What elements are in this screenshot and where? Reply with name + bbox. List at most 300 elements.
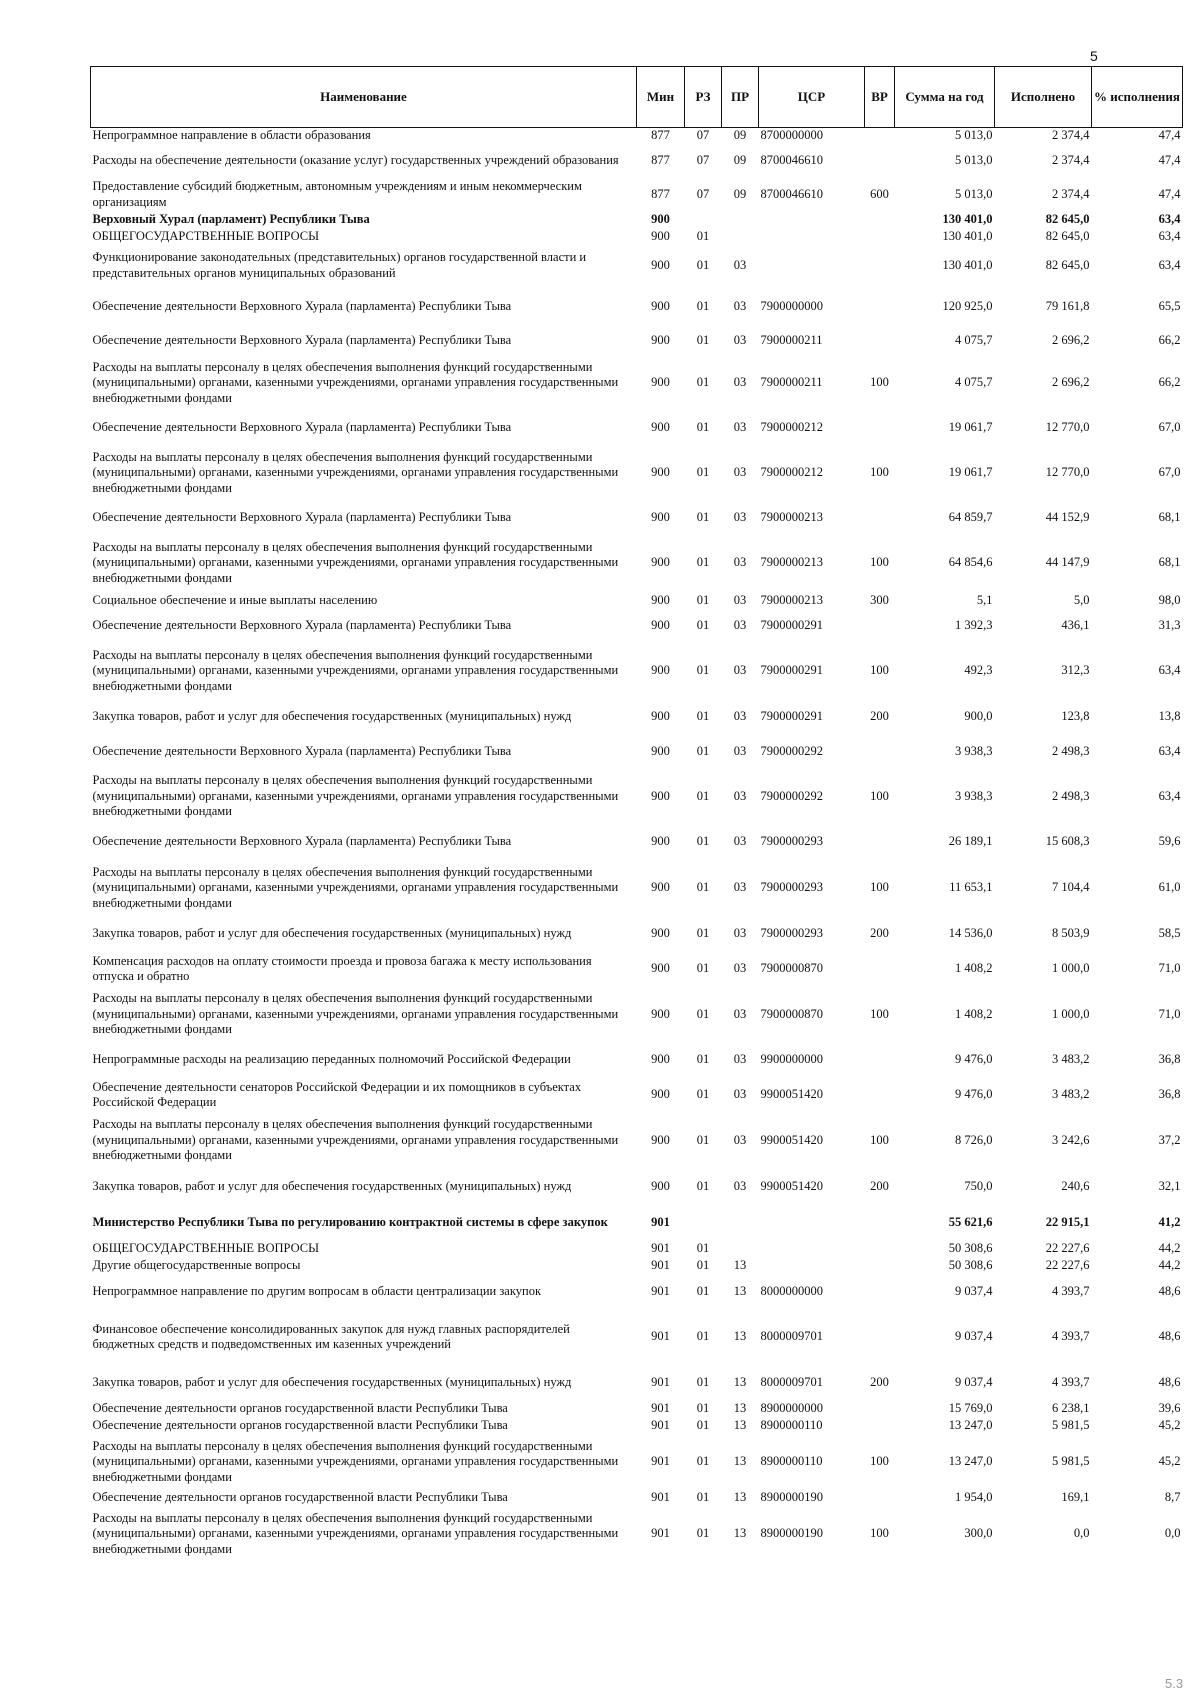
cell-pr: 03 [733,834,747,849]
cell-pct: 63,4 [1158,229,1181,244]
header-csr: ЦСР [759,67,865,128]
cell-rz: 01 [696,1132,710,1147]
cell-rz: 01 [696,743,710,758]
table-row [91,1418,1183,1435]
cell-min: 900 [651,1006,670,1021]
cell-csr: 7900000213 [760,510,823,525]
cell-sum: 64 859,7 [948,510,993,525]
cell-csr: 8000000000 [760,1284,823,1299]
cell-sum: 8 726,0 [955,1132,993,1147]
cell-min: 901 [651,1329,670,1344]
cell-rz: 01 [696,555,710,570]
cell-sum: 26 189,1 [948,834,993,849]
cell-csr: 8900000110 [760,1454,823,1469]
cell-name: Функционирование законодательных (представительных) органов государственной власти и представительных органов муниципальных образований [92,250,587,280]
table-row [91,355,1183,412]
cell-name: Обеспечение деятельности органов государственной власти Республики Тыва [92,1401,508,1416]
cell-rz: 01 [696,834,710,849]
cell-name: Закупка товаров, работ и услуг для обеспечения государственных (муниципальных) нужд [92,926,572,941]
cell-min: 900 [651,555,670,570]
cell-csr: 8900000110 [760,1418,823,1433]
table-row [91,1113,1183,1169]
cell-name: ОБЩЕГОСУДАРСТВЕННЫЕ ВОПРОСЫ [92,1241,320,1256]
cell-csr: 7900000293 [760,880,823,895]
cell-sum: 5 013,0 [955,186,993,201]
table-row [91,1365,1183,1401]
cell-pct: 47,4 [1158,128,1181,142]
cell-done: 312,3 [1061,663,1090,678]
cell-done: 2 374,4 [1052,186,1090,201]
table-row [91,1435,1183,1490]
cell-vr: 100 [870,1454,889,1469]
cell-csr: 9900051420 [760,1087,823,1102]
table-row [91,1043,1183,1078]
cell-pr: 09 [733,128,747,142]
cell-rz: 01 [696,1374,710,1389]
cell-pr: 13 [733,1418,747,1433]
cell-name: Расходы на выплаты персоналу в целях обеспечения выполнения функций государственными (муниципальными) органами, казенными учреждениями, органами управления государственными внебюджетными фондами [92,773,619,819]
cell-pct: 66,2 [1158,375,1181,390]
table-row [91,592,1183,610]
cell-rz: 01 [696,1178,710,1193]
cell-min: 877 [651,186,670,201]
table-row [91,286,1183,328]
cell-name: Закупка товаров, работ и услуг для обеспечения государственных (муниципальных) нужд [92,1178,572,1193]
cell-pr: 13 [733,1329,747,1344]
cell-done: 240,6 [1061,1178,1090,1193]
cell-min: 900 [651,257,670,272]
cell-csr: 7900000212 [760,465,823,480]
cell-vr [865,952,895,987]
cell-rz: 07 [696,152,710,167]
cell-csr: 7900000291 [760,618,823,633]
cell-pct: 63,4 [1158,743,1181,758]
cell-pct: 66,2 [1158,333,1181,348]
cell-vr: 100 [870,1006,889,1021]
cell-vr: 200 [870,709,889,724]
budget-execution-table [90,66,1183,1562]
cell-pr: 13 [733,1490,747,1505]
cell-done: 2 696,2 [1052,375,1090,390]
cell-min: 877 [651,128,670,142]
cell-sum: 750,0 [964,1178,993,1193]
cell-rz: 01 [696,465,710,480]
cell-min: 900 [651,926,670,941]
cell-pr: 09 [733,186,747,201]
cell-pr: 03 [733,1178,747,1193]
cell-name: Социальное обеспечение и иные выплаты населению [92,592,378,607]
cell-csr: 8000009701 [760,1374,823,1389]
cell-csr [759,229,865,246]
cell-done: 4 393,7 [1052,1329,1090,1344]
cell-done: 22 915,1 [1045,1214,1090,1229]
header-min: Мин [637,67,685,128]
cell-min: 900 [651,1178,670,1193]
cell-min: 900 [651,420,670,435]
cell-name: Предоставление субсидий бюджетным, автономным учреждениям и иным некоммерческим организациям [92,179,582,209]
cell-pct: 47,4 [1158,186,1181,201]
cell-min: 900 [651,1132,670,1147]
table-row [91,246,1183,286]
cell-pct: 71,0 [1158,961,1181,976]
cell-rz: 01 [696,298,710,313]
cell-rz: 01 [696,1454,710,1469]
cell-csr: 7900000000 [760,298,823,313]
cell-pr: 03 [733,465,747,480]
cell-rz: 01 [696,709,710,724]
cell-vr: 300 [870,592,889,607]
cell-csr: 8900000190 [760,1490,823,1505]
cell-name: Расходы на выплаты персоналу в целях обеспечения выполнения функций государственными (муниципальными) органами, казенными учреждениями, органами управления государственными внебюджетными фондами [92,1117,619,1163]
table-row [91,535,1183,592]
cell-sum: 3 938,3 [955,788,993,803]
cell-pr: 03 [733,555,747,570]
cell-vr [865,1401,895,1418]
cell-done: 44 152,9 [1045,510,1090,525]
cell-min: 900 [651,709,670,724]
cell-vr [865,246,895,286]
cell-pr: 03 [733,1132,747,1147]
cell-min: 900 [651,1087,670,1102]
table-row [91,144,1183,178]
cell-vr [865,1258,895,1275]
cell-csr [759,212,865,229]
table-row [91,952,1183,987]
cell-csr: 7900000211 [760,375,823,390]
cell-pct: 44,2 [1158,1258,1181,1273]
cell-min: 901 [651,1401,670,1416]
cell-vr [865,1310,895,1365]
cell-pr: 09 [733,152,747,167]
cell-vr: 100 [870,465,889,480]
table-row [91,1401,1183,1418]
cell-pr: 13 [733,1258,747,1273]
cell-name: Обеспечение деятельности Верховного Хурала (парламента) Республики Тыва [92,420,512,435]
cell-rz: 01 [696,1329,710,1344]
cell-pct: 61,0 [1158,880,1181,895]
cell-sum: 19 061,7 [948,420,993,435]
cell-vr [865,735,895,769]
cell-sum: 9 037,4 [955,1284,993,1299]
cell-min: 900 [651,1052,670,1067]
cell-vr [865,212,895,229]
cell-sum: 130 401,0 [942,229,993,244]
cell-name: Расходы на выплаты персоналу в целях обеспечения выполнения функций государственными (муниципальными) органами, казенными учреждениями, органами управления государственными внебюджетными фондами [92,647,619,693]
table-row [91,700,1183,735]
cell-pr: 03 [733,257,747,272]
table-row [91,328,1183,355]
cell-rz: 01 [696,510,710,525]
cell-name: Непрограммное направление по другим вопросам в области централизации закупок [92,1284,542,1299]
cell-csr: 7900000292 [760,788,823,803]
cell-csr [759,1258,865,1275]
header-sum: Сумма на год [895,67,995,128]
header-rz: РЗ [685,67,722,128]
table-row [91,212,1183,229]
cell-pct: 32,1 [1158,1178,1181,1193]
cell-vr [865,1418,895,1435]
cell-vr [865,610,895,643]
table-row [91,445,1183,502]
cell-done: 79 161,8 [1045,298,1090,313]
cell-min: 901 [651,1418,670,1433]
cell-name: Расходы на обеспечение деятельности (оказание услуг) государственных учреждений образования [92,152,619,167]
cell-done: 22 227,6 [1045,1241,1090,1256]
cell-pr: 03 [733,743,747,758]
cell-name: Расходы на выплаты персоналу в целях обеспечения выполнения функций государственными (муниципальными) органами, казенными учреждениями, органами управления государственными внебюджетными фондами [92,1510,619,1556]
cell-name: Верховный Хурал (парламент) Республики Тыва [92,212,370,227]
page-number: 5 [1090,48,1098,64]
cell-csr: 7900000870 [760,1006,823,1021]
cell-name: Обеспечение деятельности Верховного Хурала (парламента) Республики Тыва [92,618,512,633]
cell-done: 3 483,2 [1052,1087,1090,1102]
cell-min: 901 [651,1454,670,1469]
cell-sum: 1 408,2 [955,1006,993,1021]
cell-pct: 71,0 [1158,1006,1181,1021]
cell-name: Непрограммное направление в области образования [92,128,371,142]
cell-name: Расходы на выплаты персоналу в целях обеспечения выполнения функций государственными (муниципальными) органами, казенными учреждениями, органами управления государственными внебюджетными фондами [92,449,619,495]
cell-name: Расходы на выплаты персоналу в целях обеспечения выполнения функций государственными (муниципальными) органами, казенными учреждениями, органами управления государственными внебюджетными фондами [92,539,619,585]
cell-pr: 13 [733,1526,747,1541]
cell-pct: 59,6 [1158,834,1181,849]
cell-csr: 7900000291 [760,709,823,724]
cell-vr [865,1490,895,1507]
cell-pct: 45,2 [1158,1418,1181,1433]
cell-name: Министерство Республики Тыва по регулированию контрактной системы в сфере закупок [92,1214,608,1229]
table-row [91,1507,1183,1562]
cell-sum: 300,0 [964,1526,993,1541]
cell-done: 5 981,5 [1052,1454,1090,1469]
cell-rz [685,1205,722,1241]
cell-name: Обеспечение деятельности Верховного Хурала (парламента) Республики Тыва [92,510,512,525]
cell-name: Обеспечение деятельности сенаторов Российской Федерации и их помощников в субъектах Российской Федерации [92,1079,582,1110]
cell-pr: 13 [733,1284,747,1299]
cell-pct: 37,2 [1158,1132,1181,1147]
header-name: Наименование [91,67,637,128]
cell-sum: 19 061,7 [948,465,993,480]
cell-sum: 14 536,0 [948,926,993,941]
cell-pct: 45,2 [1158,1454,1181,1469]
cell-vr [865,286,895,328]
table-row [91,1310,1183,1365]
cell-done: 3 242,6 [1052,1132,1090,1147]
cell-pr: 03 [733,788,747,803]
cell-csr: 8700046610 [760,186,823,201]
cell-pr: 03 [733,333,747,348]
cell-pct: 67,0 [1158,465,1181,480]
cell-done: 2 374,4 [1052,152,1090,167]
cell-rz: 07 [696,128,710,142]
cell-pr: 03 [733,880,747,895]
cell-pct: 44,2 [1158,1241,1181,1256]
cell-name: Закупка товаров, работ и услуг для обеспечения государственных (муниципальных) нужд [92,1374,572,1389]
cell-pct: 48,6 [1158,1284,1181,1299]
cell-pct: 65,5 [1158,298,1181,313]
cell-rz: 01 [696,1258,710,1273]
cell-vr: 200 [870,1374,889,1389]
cell-min: 900 [651,465,670,480]
cell-min: 901 [651,1490,670,1505]
cell-done: 5 981,5 [1052,1418,1090,1433]
cell-pr: 13 [733,1454,747,1469]
table-row [91,735,1183,769]
cell-sum: 64 854,6 [948,555,993,570]
cell-pct: 98,0 [1158,592,1181,607]
cell-vr: 600 [870,186,889,201]
table-row [91,987,1183,1043]
cell-csr: 7900000293 [760,926,823,941]
cell-vr [865,144,895,178]
cell-pct: 13,8 [1158,709,1181,724]
table-row [91,1205,1183,1241]
cell-pr: 03 [733,926,747,941]
cell-rz: 01 [696,420,710,435]
cell-min: 901 [651,1258,670,1273]
cell-name: Обеспечение деятельности Верховного Хурала (парламента) Республики Тыва [92,743,512,758]
cell-csr: 7900000293 [760,834,823,849]
cell-vr [865,502,895,535]
cell-done: 5,0 [1073,592,1090,607]
cell-name: Обеспечение деятельности органов государственной власти Республики Тыва [92,1418,508,1433]
cell-min: 900 [651,743,670,758]
cell-done: 8 503,9 [1052,926,1090,941]
cell-rz: 07 [696,186,710,201]
cell-vr: 100 [870,788,889,803]
cell-csr [759,1241,865,1258]
cell-pct: 41,2 [1158,1214,1181,1229]
cell-pr [722,212,759,229]
cell-name: Расходы на выплаты персоналу в целях обеспечения выполнения функций государственными (муниципальными) органами, казенными учреждениями, органами управления государственными внебюджетными фондами [92,1438,619,1484]
cell-pr: 03 [733,298,747,313]
cell-done: 2 498,3 [1052,788,1090,803]
cell-rz: 01 [696,788,710,803]
cell-csr: 7900000870 [760,961,823,976]
cell-rz: 01 [696,1490,710,1505]
cell-pr: 03 [733,592,747,607]
cell-done: 82 645,0 [1045,212,1090,227]
cell-csr: 8000009701 [760,1329,823,1344]
cell-pr: 03 [733,1087,747,1102]
cell-min: 900 [651,880,670,895]
header-pr: ПР [722,67,759,128]
table-body [91,128,1183,1562]
cell-sum: 50 308,6 [948,1258,993,1273]
cell-pr: 03 [733,663,747,678]
cell-pct: 63,4 [1158,257,1181,272]
cell-rz: 01 [696,229,710,244]
cell-pct: 31,3 [1158,618,1181,633]
cell-sum: 1 408,2 [955,961,993,976]
cell-csr: 8900000000 [760,1401,823,1416]
cell-pct: 0,0 [1164,1526,1181,1541]
cell-done: 12 770,0 [1045,465,1090,480]
table-row [91,860,1183,917]
table-row [91,1078,1183,1113]
cell-vr [865,328,895,355]
cell-pct: 68,1 [1158,555,1181,570]
cell-name: Обеспечение деятельности органов государственной власти Республики Тыва [92,1490,508,1505]
table-row [91,1490,1183,1507]
cell-vr: 100 [870,375,889,390]
cell-rz [685,212,722,229]
cell-pct: 63,4 [1158,663,1181,678]
cell-rz: 01 [696,375,710,390]
cell-min: 901 [651,1526,670,1541]
cell-min: 900 [651,592,670,607]
table-row [91,178,1183,212]
cell-sum: 9 476,0 [955,1052,993,1067]
cell-done: 2 498,3 [1052,743,1090,758]
cell-vr [865,1205,895,1241]
cell-sum: 492,3 [964,663,993,678]
cell-name: Обеспечение деятельности Верховного Хурала (парламента) Республики Тыва [92,298,512,313]
cell-rz: 01 [696,1241,710,1256]
cell-min: 900 [651,375,670,390]
cell-name: Финансовое обеспечение консолидированных закупок для нужд главных распорядителей бюджетных средств и подведомственных им казенных учреждений [92,1321,570,1352]
table-row [91,128,1183,144]
cell-pr [722,229,759,246]
cell-sum: 15 769,0 [948,1401,993,1416]
cell-csr: 7900000212 [760,420,823,435]
cell-sum: 3 938,3 [955,743,993,758]
cell-vr [865,1275,895,1310]
table-row [91,1258,1183,1275]
cell-min: 901 [651,1214,670,1229]
cell-csr: 8700046610 [760,152,823,167]
cell-csr: 7900000213 [760,555,823,570]
cell-rz: 01 [696,1401,710,1416]
cell-vr: 100 [870,880,889,895]
cell-name: Непрограммные расходы на реализацию переданных полномочий Российской Федерации [92,1052,571,1067]
cell-done: 2 374,4 [1052,128,1090,142]
cell-sum: 9 476,0 [955,1087,993,1102]
table-row [91,917,1183,952]
cell-min: 900 [651,510,670,525]
cell-min: 901 [651,1241,670,1256]
cell-pr [722,1241,759,1258]
cell-done: 15 608,3 [1045,834,1090,849]
cell-min: 900 [651,333,670,348]
cell-pct: 48,6 [1158,1329,1181,1344]
cell-name: ОБЩЕГОСУДАРСТВЕННЫЕ ВОПРОСЫ [92,229,320,244]
cell-csr: 7900000292 [760,743,823,758]
cell-pr [722,1205,759,1241]
cell-min: 900 [651,961,670,976]
cell-pct: 39,6 [1158,1401,1181,1416]
cell-sum: 9 037,4 [955,1374,993,1389]
cell-rz: 01 [696,1418,710,1433]
cell-pct: 47,4 [1158,152,1181,167]
cell-name: Расходы на выплаты персоналу в целях обеспечения выполнения функций государственными (муниципальными) органами, казенными учреждениями, органами управления государственными внебюджетными фондами [92,864,619,910]
table-row [91,1169,1183,1205]
cell-min: 901 [651,1284,670,1299]
table-row [91,412,1183,445]
cell-sum: 9 037,4 [955,1329,993,1344]
cell-rz: 01 [696,618,710,633]
cell-done: 169,1 [1061,1490,1090,1505]
cell-done: 6 238,1 [1052,1401,1090,1416]
cell-min: 900 [651,788,670,803]
cell-pr: 03 [733,420,747,435]
cell-rz: 01 [696,333,710,348]
cell-rz: 01 [696,961,710,976]
cell-name: Компенсация расходов на оплату стоимости проезда и провоза багажа к месту использования отпуска и обратно [92,953,592,984]
cell-done: 1 000,0 [1052,1006,1090,1021]
cell-rz: 01 [696,880,710,895]
cell-done: 3 483,2 [1052,1052,1090,1067]
cell-csr: 9900051420 [760,1178,823,1193]
cell-pct: 63,4 [1158,788,1181,803]
